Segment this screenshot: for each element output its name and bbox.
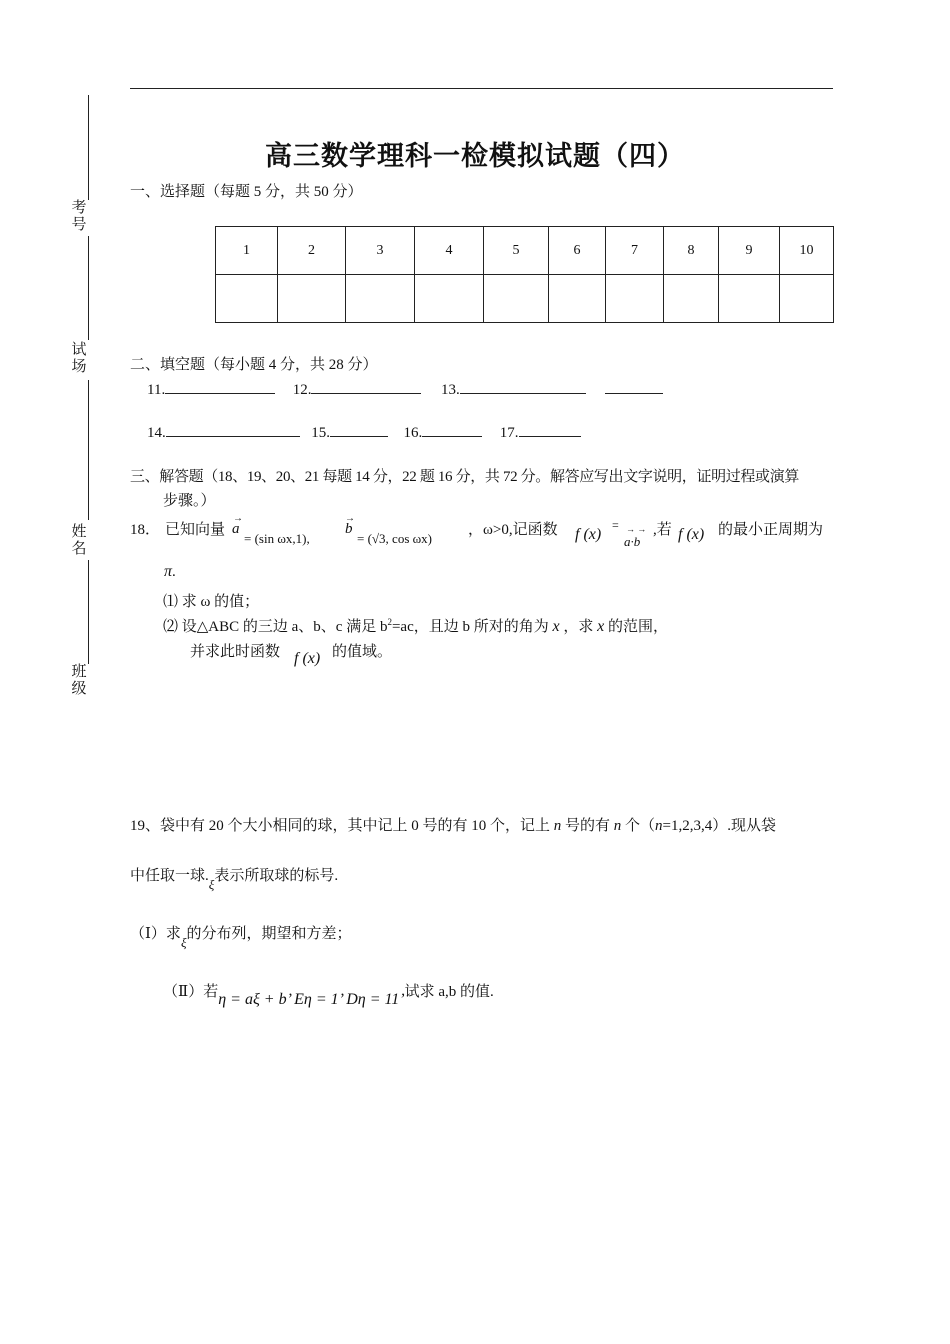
q11-blank[interactable] [165, 379, 275, 394]
section-solve-heading: 三、解答题（18、19、20、21 每题 14 分，22 题 16 分，共 72 分。解答应写出文字说明，证明过程或演算 [130, 469, 800, 485]
section-fill-heading: 二、填空题（每小题 4 分，共 28 分） [130, 357, 378, 373]
exam-number-label: 考号 [71, 200, 87, 233]
q12-label: 12. [292, 382, 312, 398]
question-number-cell: 4 [415, 227, 484, 275]
q18-vector-b-expr: = (√3, cos ωx) [357, 531, 433, 546]
question-number-cell: 2 [278, 227, 346, 275]
question-number-cell: 7 [606, 227, 664, 275]
q18-text: ,若 [653, 522, 672, 538]
q18-part2: ⑵ 设△ABC 的三边 a、b、c 满足 $b^2=ac$，且边 b 所对的角为 x ，求 x 的范围， [163, 617, 668, 635]
q17-blank[interactable] [519, 422, 581, 437]
q16-blank[interactable] [422, 422, 482, 437]
answer-grid-answer-row [216, 275, 834, 323]
q11-label: 11. [147, 382, 166, 398]
extra-blank[interactable] [605, 379, 663, 394]
page-title: 高三数学理科一检模拟试题（四） [265, 141, 685, 172]
q18-function: f (x) [294, 650, 321, 667]
answer-cell[interactable] [780, 275, 834, 323]
question-number-cell: 3 [346, 227, 415, 275]
question-number-cell: 10 [780, 227, 834, 275]
question-number-cell: 5 [484, 227, 549, 275]
question-number-cell: 8 [664, 227, 719, 275]
margin-line [88, 236, 89, 340]
section-solve-heading-cont: 步骤。） [163, 493, 216, 509]
q18-text: ，ω>0,记函数 [468, 522, 558, 538]
answer-cell[interactable] [484, 275, 549, 323]
q18-dot-product: a·b [624, 534, 641, 549]
q13-label: 13. [440, 382, 460, 398]
question-number-cell: 6 [549, 227, 606, 275]
q15-blank[interactable] [330, 422, 388, 437]
vector-arrow-icon: → [345, 513, 355, 524]
q15-label: 15. [311, 425, 330, 441]
margin-line [88, 380, 89, 520]
q18-function: f (x) [678, 526, 705, 543]
q19-part2: （Ⅱ）若η = aξ + b’ Eη = 1’ Dη = 11’试求 a,b 的值. [163, 984, 494, 1008]
q18-vector-b: → b [345, 513, 355, 537]
answer-cell[interactable] [216, 275, 278, 323]
q19-part1: （Ⅰ）求ξ的分布列，期望和方差； [130, 926, 352, 950]
q18-equals: = [612, 518, 619, 532]
q14-label: 14. [147, 425, 166, 441]
q19-line1: 19、袋中有 20 个大小相同的球，其中记上 0 号的有 10 个，记上 n 号的有 n 个（n=1,2,3,4）.现从袋 [130, 818, 777, 834]
vector-arrow-icon: → [233, 513, 243, 524]
vector-arrows-icon: → → [626, 524, 647, 534]
margin-line [88, 560, 89, 664]
exam-room-label: 试场 [71, 342, 87, 375]
section-choice-heading: 一、选择题（每题 5 分，共 50 分） [130, 184, 363, 200]
q18-function: f (x) [575, 526, 602, 543]
q18-vector-a-expr: = (sin ωx,1), [244, 531, 310, 546]
q18-part2-cont: 并求此时函数 [190, 644, 281, 660]
q12-blank[interactable] [311, 379, 421, 394]
answer-cell[interactable] [278, 275, 346, 323]
q16-label: 16. [403, 425, 423, 441]
answer-cell[interactable] [549, 275, 606, 323]
q18-part1: ⑴ 求 ω 的值； [163, 594, 260, 610]
fill-row-2 [147, 422, 581, 442]
q18-vector-a: → a [232, 513, 243, 537]
q18-pi: π. [164, 563, 176, 580]
q18-text: 的最小正周期为 [718, 522, 824, 538]
fill-row-1 [147, 379, 663, 399]
class-label: 班级 [71, 664, 87, 697]
answer-cell[interactable] [664, 275, 719, 323]
question-number-cell: 1 [216, 227, 278, 275]
q13-blank[interactable] [460, 379, 586, 394]
q18-number: 18． [130, 522, 161, 538]
header-rule [130, 88, 833, 89]
answer-cell[interactable] [719, 275, 780, 323]
answer-cell[interactable] [346, 275, 415, 323]
answer-cell[interactable] [606, 275, 664, 323]
question-number-cell: 9 [719, 227, 780, 275]
q18-text: 已知向量 [165, 522, 226, 538]
q18-part2-cont: 的值域。 [332, 644, 393, 660]
q14-blank[interactable] [166, 422, 300, 437]
answer-grid [215, 226, 834, 323]
q17-label: 17. [499, 425, 519, 441]
answer-grid-header-row [216, 227, 834, 275]
student-name-label: 姓名 [71, 524, 87, 557]
answer-cell[interactable] [415, 275, 484, 323]
q19-line2: 中任取一球.ξ表示所取球的标号. [130, 868, 339, 892]
